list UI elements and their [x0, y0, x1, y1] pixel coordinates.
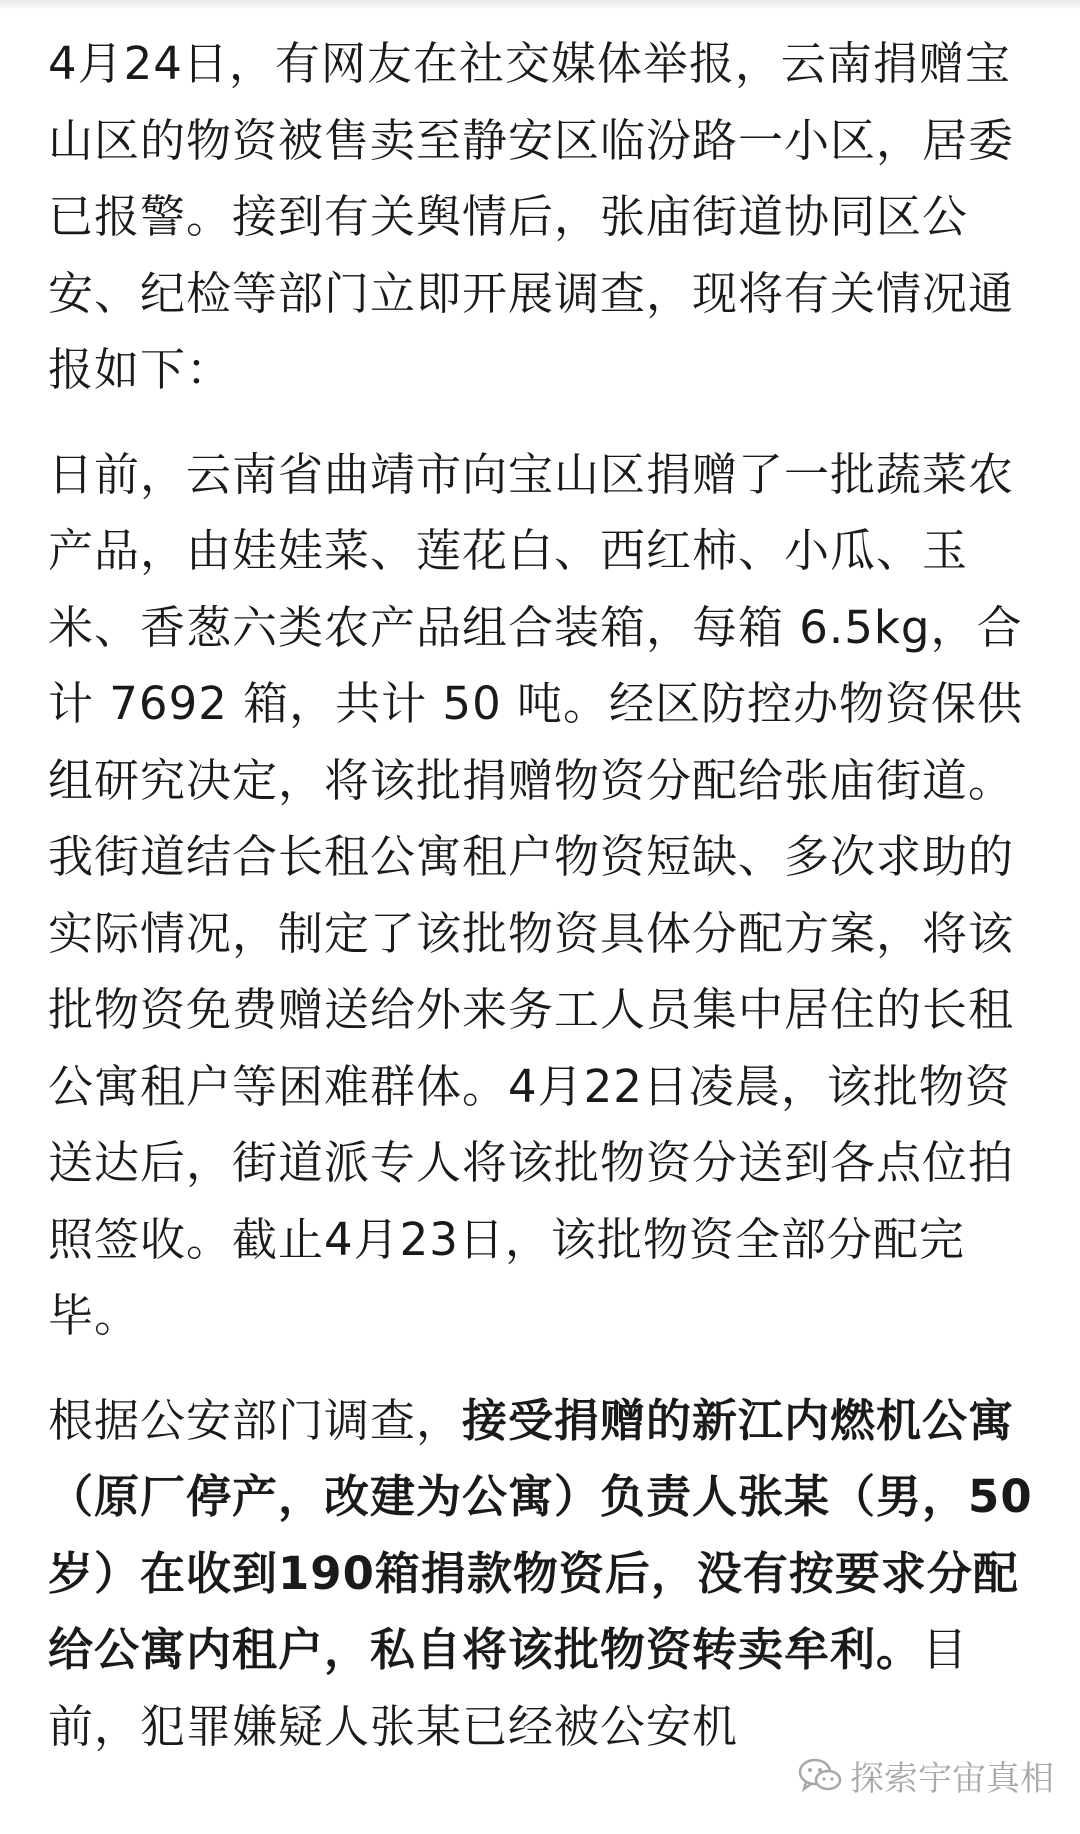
top-shadow: [0, 0, 1080, 10]
paragraph-investigation-tail: 目前，犯罪嫌疑人张某已经被公安机: [48, 1623, 969, 1753]
watermark-text: 探索宇宙真相: [850, 1759, 1054, 1799]
article-body: [48, 26, 1038, 1793]
paragraph-intro-text: 4月24日，有网友在社交媒体举报，云南捐赠宝山区的物资被售卖至静安区临汾路一小区，居委已报警。接到有关舆情后，张庙街道协同区公安、纪检等部门立即开展调查，现将有关情况通报如下：: [48, 37, 1015, 396]
watermark: [798, 1751, 1054, 1800]
paragraph-donation-text: 日前，云南省曲靖市向宝山区捐赠了一批蔬菜农产品，由娃娃菜、莲花白、西红柿、小瓜、玉米、香葱六类农产品组合装箱，每箱 6.5kg，合计 7692 箱，共计 50 吨。经区防控办物资保供组研究决定，将该批捐赠物资分配给张庙街道。我街道结合长租公寓租户物资短缺、多次求助的实际情况，制定了该批物资具体分配方案，将该批物资免费赠送给外来务工人员集中居住的长租公寓租户等困难群体。4月22日凌晨，该批物资送达后，街道派专人将该批物资分送到各点位拍照签收。截止4月23日，该批物资全部分配完毕。: [48, 447, 1024, 1342]
paragraph-donation-details: [48, 437, 1038, 1355]
wechat-icon: [798, 1758, 842, 1794]
paragraph-investigation: [48, 1383, 1038, 1766]
paragraph-investigation-lead: 根据公安部门调查，: [48, 1393, 463, 1447]
paragraph-intro: [48, 26, 1038, 409]
paragraph-investigation-bold: 接受捐赠的新江内燃机公寓（原厂停产，改建为公寓）负责人张某（男，50岁）在收到190箱捐款物资后，没有按要求分配给公寓内租户，私自将该批物资转卖牟利。: [48, 1393, 1033, 1676]
